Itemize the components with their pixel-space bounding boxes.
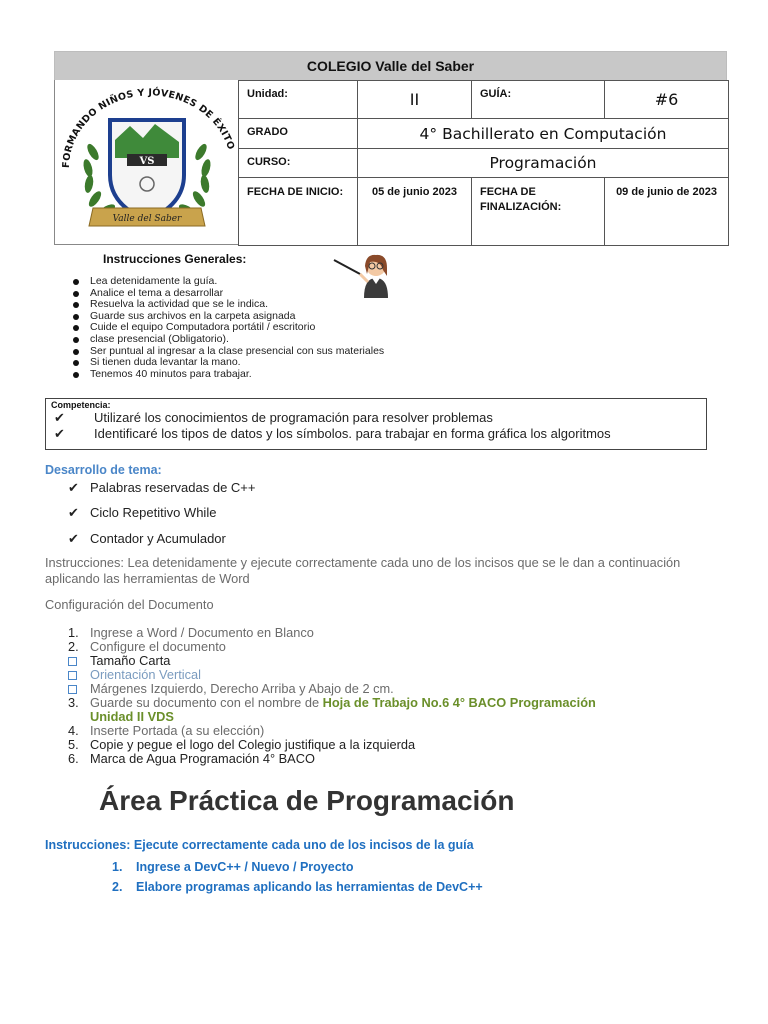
- list-item: Tenemos 40 minutos para trabajar.: [70, 369, 384, 381]
- desarrollo-item-text: Ciclo Repetitivo While: [90, 505, 217, 520]
- grado-value: 4° Bachillerato en Computación: [358, 119, 729, 149]
- competencia-item-text: Identificaré los tipos de datos y los símbolos. para trabajar en forma gráfica los algoritmos: [94, 426, 611, 441]
- school-logo: [54, 80, 238, 245]
- competencia-item: [54, 426, 611, 442]
- step-item: 6. Marca de Agua Programación 4° BACO: [68, 751, 315, 766]
- logo-banner-text: Valle del Saber: [112, 214, 182, 224]
- curso-value: Programación: [358, 149, 729, 178]
- file-name-highlight: Hoja de Trabajo No.6 4° BACO Programación: [322, 695, 596, 710]
- configuracion-steps: [45, 626, 596, 766]
- logo-arc-text: FORMANDO NIÑOS Y JÓVENES DE ÉXITO: [60, 87, 237, 169]
- list-item: Resuelva la actividad que se le indica.: [70, 299, 384, 311]
- sub-step-item: Márgenes Izquierdo, Derecho Arriba y Abajo de 2 cm.: [45, 682, 596, 696]
- list-item: 1. Ingrese a DevC++ / Nuevo / Proyecto: [112, 860, 354, 874]
- unidad-value: II: [358, 81, 472, 119]
- fecha-fin-label: FECHA DE FINALIZACIÓN:: [472, 178, 605, 246]
- fecha-fin-value: 09 de junio de 2023: [605, 178, 729, 246]
- list-item: 2. Elabore programas aplicando las herramientas de DevC++: [112, 880, 483, 894]
- checkmark-icon: ✔: [54, 426, 65, 441]
- logo-emblem-icon: [55, 80, 239, 245]
- desarrollo-title: Desarrollo de tema:: [45, 463, 162, 477]
- square-bullet-icon: [68, 657, 77, 666]
- configuracion-title: Configuración del Documento: [45, 597, 214, 612]
- step-item-continuation: [45, 710, 596, 724]
- area-practica-title: Área Práctica de Programación: [99, 785, 515, 816]
- step-item: 4. Inserte Portada (a su elección): [68, 723, 265, 738]
- instrucciones-list: [70, 276, 384, 380]
- step-item: 2. Configure el documento: [68, 639, 226, 654]
- step-item: 3. Guarde su documento con el nombre de Hoja de Trabajo No.6 4° BACO Programación: [68, 695, 596, 710]
- list-item: Cuide el equipo Computadora portátil / escritorio: [70, 322, 384, 334]
- competencia-item: [54, 410, 493, 426]
- desarrollo-item: [68, 531, 226, 547]
- checkmark-icon: ✔: [68, 531, 79, 546]
- file-name-highlight: Unidad II VDS: [90, 709, 174, 724]
- grado-label: GRADO: [239, 119, 358, 149]
- competencia-item-text: Utilizaré los conocimientos de programación para resolver problemas: [94, 410, 493, 425]
- guia-value: #6: [605, 81, 729, 119]
- instrucciones-generales-title: Instrucciones Generales:: [103, 252, 247, 266]
- list-item: Analice el tema a desarrollar: [70, 288, 384, 300]
- checkmark-icon: ✔: [54, 410, 65, 425]
- unidad-label: Unidad:: [239, 81, 358, 119]
- curso-label: CURSO:: [239, 149, 358, 178]
- competencia-title: Competencia:: [51, 400, 111, 410]
- area-practica-instructions: Instrucciones: Ejecute correctamente cada uno de los incisos de la guía: [45, 838, 474, 852]
- guia-label: GUÍA:: [472, 81, 605, 119]
- list-item: clase presencial (Obligatorio).: [70, 334, 384, 346]
- list-item: Ser puntual al ingresar a la clase presencial con sus materiales: [70, 346, 384, 358]
- header-info-table: [238, 80, 729, 246]
- desarrollo-item-text: Palabras reservadas de C++: [90, 480, 256, 495]
- step-item: 5. Copie y pegue el logo del Colegio justifique a la izquierda: [68, 737, 416, 752]
- checkmark-icon: ✔: [68, 505, 79, 520]
- sub-step-item: Orientación Vertical: [45, 668, 596, 682]
- desarrollo-item: [68, 505, 216, 521]
- area-practica-list: [112, 857, 483, 897]
- square-bullet-icon: [68, 685, 77, 694]
- step-item: 1. Ingrese a Word / Documento en Blanco: [68, 625, 314, 640]
- list-item: Guarde sus archivos en la carpeta asignada: [70, 311, 384, 323]
- logo-shield-text: VS: [139, 156, 155, 167]
- sub-step-item: Tamaño Carta: [45, 654, 596, 668]
- school-title: COLEGIO Valle del Saber: [54, 51, 727, 80]
- list-item: Lea detenidamente la guía.: [70, 276, 384, 288]
- fecha-inicio-value: 05 de junio 2023: [358, 178, 472, 246]
- instrucciones-paragraph: Instrucciones: Lea detenidamente y ejecute correctamente cada uno de los incisos que se le dan a continuación aplicando las herramientas de Word: [45, 555, 681, 586]
- competencia-box: [45, 398, 707, 450]
- desarrollo-item-text: Contador y Acumulador: [90, 531, 226, 546]
- desarrollo-item: [68, 480, 255, 496]
- list-item: Si tienen duda levantar la mano.: [70, 357, 384, 369]
- fecha-inicio-label: FECHA DE INICIO:: [239, 178, 358, 246]
- square-bullet-icon: [68, 671, 77, 680]
- checkmark-icon: ✔: [68, 480, 79, 495]
